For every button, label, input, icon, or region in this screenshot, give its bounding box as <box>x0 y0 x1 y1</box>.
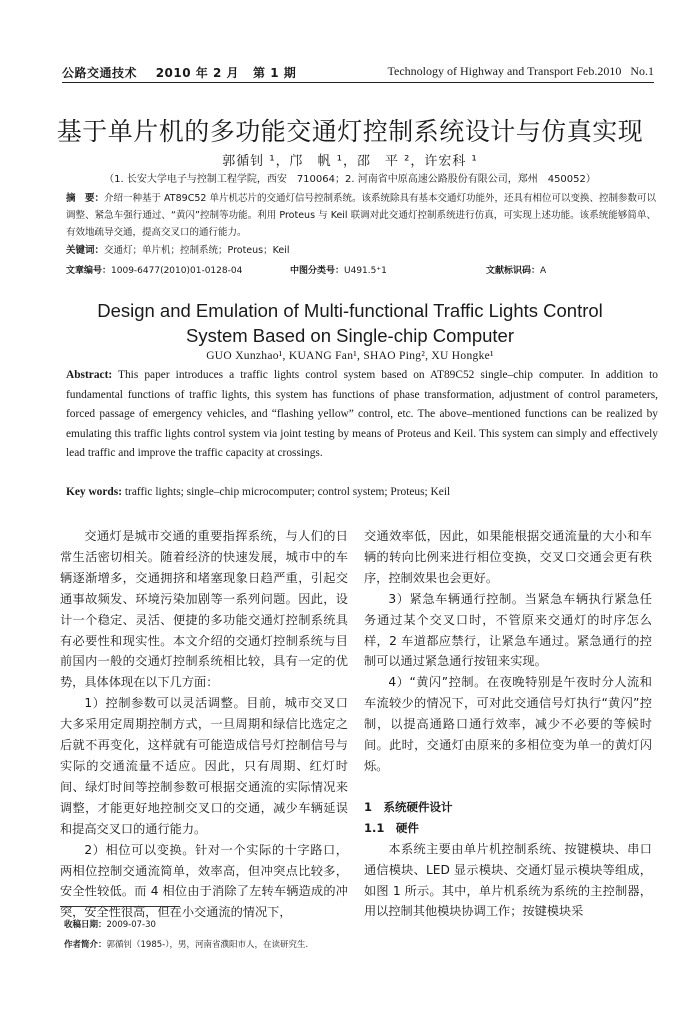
english-title <box>0 298 700 348</box>
section-spacer <box>364 777 652 797</box>
chinese-keywords-text: 交通灯；单片机；控制系统；Proteus；Keil <box>104 245 290 256</box>
english-title-line-1: Design and Emulation of Multi-functional Traffic Lights Control <box>97 300 603 321</box>
body-column-right <box>364 526 652 922</box>
body-paragraph: 交通效率低，因此，如果能根据交通流量的大小和车辆的转向比例来进行相位变换，交叉口交通会更有秩序，控制效果也会更好。 <box>364 529 652 585</box>
clc-number <box>290 263 387 276</box>
body-paragraph: 1）控制参数可以灵活调整。目前，城市交叉口大多采用定周期控制方式，一旦周期和绿信比选定之后就不再变化，这样就有可能造成信号灯控制信号与实际的交通流量不适应。因此，只有周期、红灯时间、绿灯时间等控制参数可根据交通流的实际情况来调整，才能更好地控制交叉口的交通，减少车辆延误和提高交叉口的通行能力。 <box>60 696 348 836</box>
footnote-author-text: 郭循钊（1985-），男，河南省濮阳市人，在读研究生. <box>106 940 309 950</box>
body-paragraph: 3）紧急车辆通行控制。当紧急车辆执行紧急任务通过某个交叉口时，不管原来交通灯的时序怎么样，2 车道都应禁行，让紧急车通过。紧急通行的控制可以通过紧急通行按钮来实现。 <box>364 591 652 669</box>
chinese-affiliation: （1. 长安大学电子与控制工程学院，西安 710064；2. 河南省中原高速公路股份有限公司，郑州 450052） <box>104 174 596 185</box>
journal-issue: 公路交通技术 2010 年 2 月 第 1 期 <box>62 66 297 80</box>
english-title-line-2: System Based on Single-chip Computer <box>185 325 515 346</box>
body-paragraph: 交通灯是城市交通的重要指挥系统，与人们的日常生活密切相关。随着经济的快速发展，城市中的车辆逐渐增多，交通拥挤和堵塞现象日趋严重，引起交通事故频发、环境污染加剧等一系列问题。因此，设计一个稳定、灵活、便捷的多功能交通灯控制系统具有必要性和现实性。本文介绍的交通灯控制系统与目前国内一般的交通灯控制系统相比较，具有一定的优势，具体体现在以下几方面： <box>60 529 348 690</box>
english-abstract-label: Abstract: <box>66 369 113 381</box>
chinese-abstract-text: 介绍一种基于 AT89C52 单片机芯片的交通灯信号控制系统。该系统除具有基本交通灯功能外，还具有相位可以变换、控制参数可以调整、紧急车强行通过、“黄闪”控制等功能。利用 Proteus 与 Keil 联调对此交通灯控制系统进行仿真，可实现上述功能。该系统能够简单、有效地疏导交通，提高交叉口的通行能力。 <box>66 193 656 238</box>
english-abstract-text: This paper introduces a traffic lights control system based on AT89C52 single–chip computer. In addition to fundamental functions of traffic lights, this system has functions of phase transformation, adjustment of control parameters, forced passage of emergency vehicles, and “flashing yellow” control, etc. The above–mentioned functions can be realized by emulating this traffic lights control system via joint testing by means of Proteus and Keil. This system can simply and effectively lead traffic and improve the traffic capacity at crossings. <box>66 369 658 459</box>
clc-number-value: U491.5⁺1 <box>344 266 387 276</box>
footnote-received-date: 2009-07-30 <box>106 920 156 930</box>
chinese-abstract-label: 摘 要： <box>66 193 105 204</box>
footnote-divider <box>60 906 180 907</box>
english-keywords <box>66 486 450 498</box>
section-heading-1: 1 系统硬件设计 <box>364 799 453 814</box>
article-number-value: 1009-6477(2010)01-0128-04 <box>111 266 243 276</box>
journal-issue-english: Technology of Highway and Transport Feb.2010 No.1 <box>387 64 654 78</box>
document-code <box>486 263 546 276</box>
footnote-author-bio <box>64 938 308 950</box>
body-paragraph: 4）“黄闪”控制。在夜晚特别是午夜时分人流和车流较少的情况下，可对此交通信号灯执行“黄闪”控制，以提高通路口通行效率，减少不必要的等候时间。此时，交通灯由原来的多相位变为单一的黄灯闪烁。 <box>364 675 652 773</box>
clc-number-label: 中图分类号： <box>290 266 345 276</box>
article-number <box>66 263 242 276</box>
article-number-label: 文章编号： <box>66 266 112 276</box>
document-code-label: 文献标识码： <box>486 266 541 276</box>
footnote-received <box>64 918 156 930</box>
english-keywords-text: traffic lights; single–chip microcomputer; control system; Proteus; Keil <box>124 486 451 498</box>
section-heading-1-1: 1.1 硬件 <box>364 820 419 835</box>
chinese-keywords <box>66 242 290 256</box>
chinese-authors: 郭循钊 ¹，邝 帆 ¹，邵 平 ²，许宏科 ¹ <box>222 154 478 169</box>
english-authors: GUO Xunzhao¹, KUANG Fan¹, SHAO Ping², XU Hongke¹ <box>206 350 494 362</box>
body-paragraph: 2）相位可以变换。针对一个实际的十字路口，两相位控制交通流简单，效率高，但冲突点比较多，安全性较低。而 4 相位由于消除了左转车辆造成的冲突，安全性很高，但在小交通流的情况下， <box>60 842 348 920</box>
body-column-left <box>60 526 348 923</box>
footnote-received-label: 收稿日期： <box>64 920 107 930</box>
english-keywords-label: Key words: <box>66 486 122 498</box>
chinese-keywords-label: 关键词： <box>66 245 105 256</box>
running-header <box>62 60 654 83</box>
footnote-author-label: 作者简介： <box>64 940 107 950</box>
chinese-abstract <box>66 190 656 241</box>
english-abstract <box>66 366 658 464</box>
chinese-title: 基于单片机的多功能交通灯控制系统设计与仿真实现 <box>56 117 644 146</box>
body-paragraph: 本系统主要由单片机控制系统、按键模块、串口通信模块、LED 显示模块、交通灯显示模块等组成，如图 1 所示。其中，单片机系统为系统的主控制器，用以控制其他模块协调工作；按键模块采 <box>364 841 652 919</box>
document-code-value: A <box>540 266 547 276</box>
